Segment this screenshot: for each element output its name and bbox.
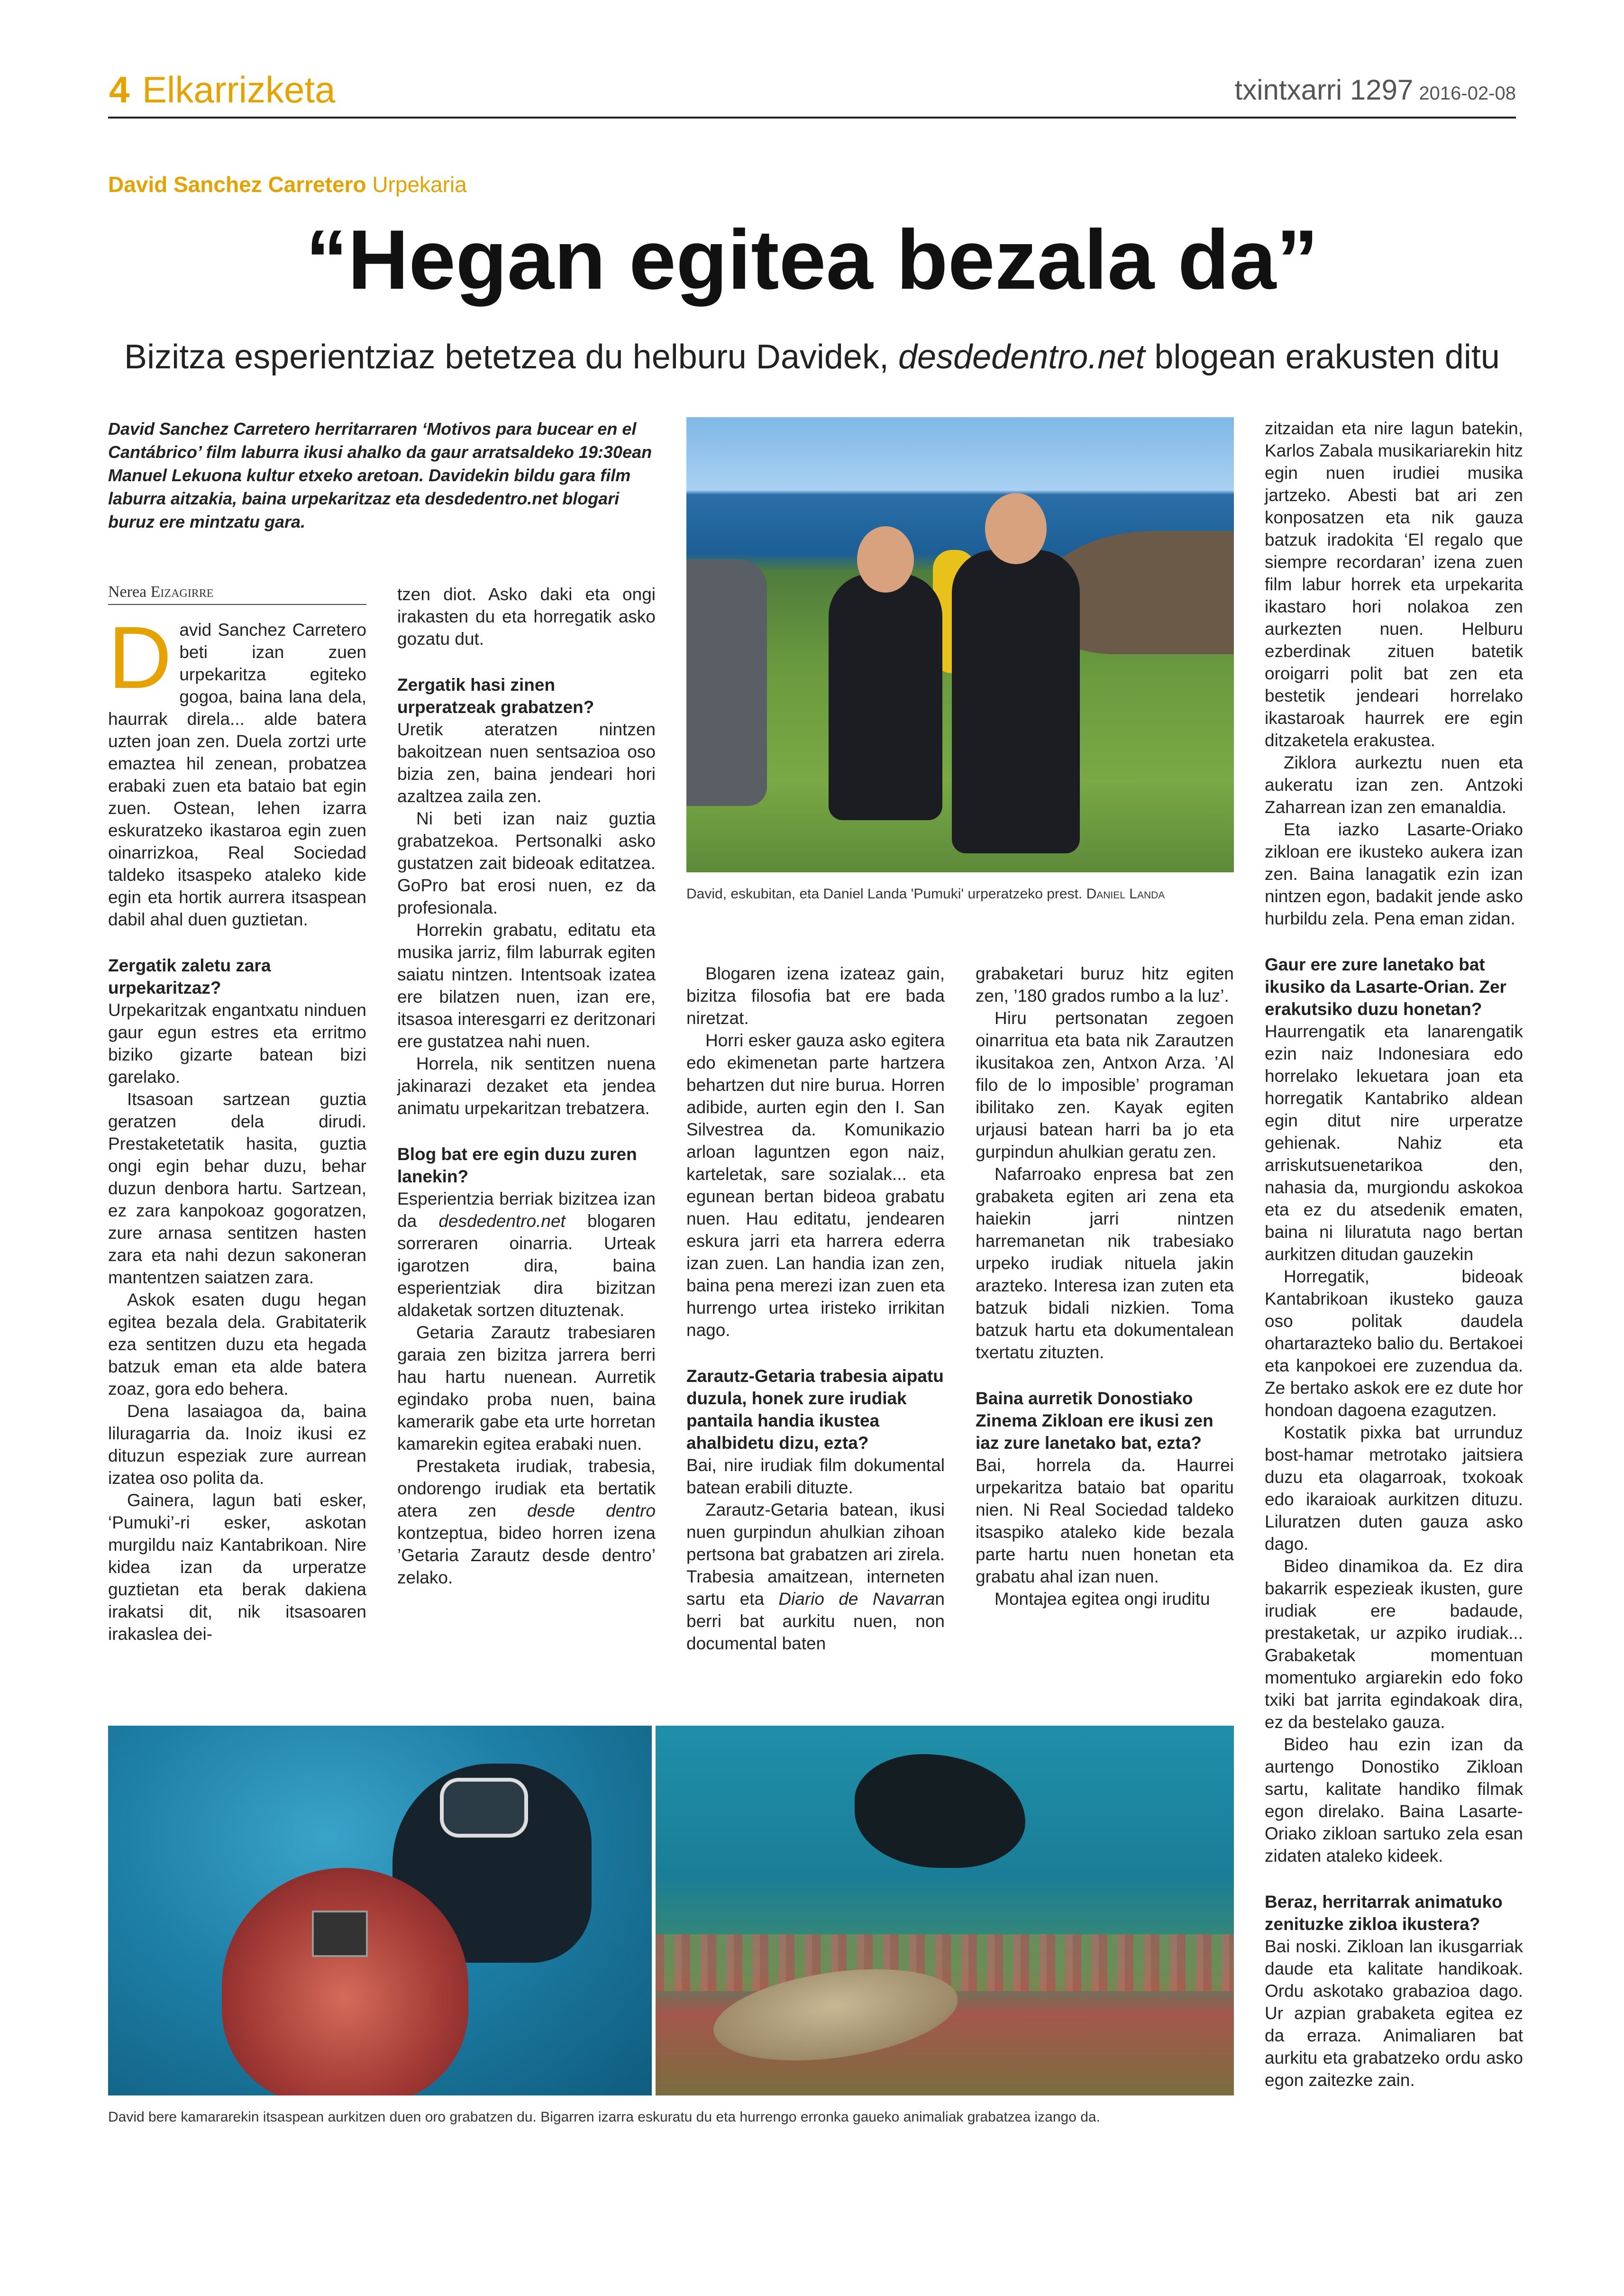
paragraph-part: n berri bat aurkitu nuen, non documental baten [686,1589,945,1653]
paragraph-italic: Diario de Navarra [778,1589,935,1609]
subheadline [108,337,1516,377]
paragraph-italic: desde dentro [527,1501,656,1520]
publication-date: 2016-02-08 [1419,83,1516,104]
headline: “Hegan egitea bezala da” [305,212,1319,307]
paragraph: Askok esaten dugu hegan egitea bezala dela. Grabitaterik eza sentitzen duzu eta hegada batzuk eman eta alde batera zoaz, gora edo behera. [108,1290,366,1399]
photo-diver-left [829,574,942,820]
header-rule [108,117,1516,119]
paragraph: tzen diot. Asko daki eta ongi irakasten du eta horregatik asko gozatu dut. [397,585,656,649]
question: Baina aurretik Donostiako Zinema Zikloan ere ikusi zen iaz zure lanetako bat, ezta? [976,1389,1213,1453]
photo-diver-left-head [857,526,914,593]
column-1 [108,609,366,1645]
paragraph: Eta iazko Lasarte-Oriako zikloan ere ikusteko aukera izan zen. Baina lanagatik ezin izan nintzen egon, badakit jende asko hurbildu zela. Pena eman zidan. [1265,820,1523,928]
paragraph: Nafarroako enpresa bat zen grabaketa egiten ari zena eta haiekin jarri nintzen harremanetan nik trabesiako urpeko irudiak nituela jakin arazteko. Interesa izan zuten eta batzuk bidali nizkien. Toma batzuk hartu eta dokumentalean txertatu zituzten. [976,1164,1234,1362]
paragraph: Ni beti izan naiz guztia grabatzekoa. Pertsonalki asko gustatzen zait bideoak editatzea. GoPro bat erosi nuen, ez da profesionala. [397,809,656,917]
publication-info [1235,76,1516,104]
paragraph-part: kontzeptua, bideo horren izena ’Getaria Zarautz desde dentro’ zelako. [397,1523,656,1587]
question: Zergatik zaletu zara urpekaritzaz? [108,956,271,997]
column-3 [686,962,945,1655]
caption-text: David, eskubitan, eta Daniel Landa 'Pumuki' urperatzeko prest. [686,886,1086,902]
subheadline-after: blogean erakusten ditu [1145,338,1500,376]
column-2 [397,583,656,1589]
paragraph: Dena lasaiagoa da, baina liluragarria da. Inoiz ikusi ez dituzun espeziak zure aurrean izatea oso polita da. [108,1401,366,1488]
photo-diving-mask [440,1778,528,1838]
publication-name: txintxarri 1297 [1234,74,1414,106]
question: Zergatik hasi zinen urperatzeak grabatzen? [397,675,594,717]
answer-part: blogaren sorreraren oinarria. Urteak igarotzen dira, baina esperientziak dira bizitzan aldaketak sortzen dituztenak. [397,1211,656,1320]
paragraph: Horrekin grabatu, editatu eta musika jarriz, film laburrak egiten saiatu nintzen. Intentsoak izatea ere bilatzen nuen, izan ere, itsasoa interesgarri ez deritzonari ere gustatzea nahi nuen. [397,920,656,1051]
intro-paragraph: David Sanchez Carretero herritarraren ‘Motivos para bucear en el Cantábrico’ film laburra ikusi ahalko da gaur arratsaldeko 19:30ean Manuel Lekuona kultur etxeko aretoan. Davidekin bildu gara film laburra aitzakia, baina urpekaritzaz eta desdedentro.net blogari buruz ere mintzatu gara. [108,419,652,531]
paragraph: Horri esker gauza asko egitera edo ekimenetan parte hartzera behartzen dut nire burua. Horren adibide, aurten egin den I. San Silvestrea da. Komunikazio arloan laguntzen egon naiz, karteletak, sare sozialak... eta egunean bertan bideoa grabatu nuen. Hau editatu, jendearen eskura jarri eta harrera ederra izan zuen. Lan handia izan zen, baina pena merezi izan zuen eta hurrengo urtea iristeko irrikitan nago. [686,1031,945,1340]
answer: Bai, horrela da. Haurrei urpekaritza bataio bat oparitu nien. Ni Real Sociedad taldeko itsaspiko ataleko kide bezala parte hartu nuen honetan eta grabatu ahal izan nuen. [976,1455,1234,1586]
page-number: 4 [109,69,130,110]
paragraph: zitzaidan eta nire lagun batekin, Karlos Zabala musikariarekin hitz egin nuen irudiei musika jartzeko. Abesti bat ari zen konposatzen eta nik gauza batzuk iradokita ‘El regalo que siempre recordaran’ izena zuen film labur horrek eta urpekarita ikastaro hori nolakoa zen aurkezten nuen. Helburu ezberdinak zituen batetik oroigarri polit bat zen eta bestetik jendeari horrelako ikastaroak haurrek ere egin ditzaketela erakustea. [1265,419,1523,750]
paragraph: Blogaren izena izateaz gain, bizitza filosofia bat ere bada niretzat. [686,964,945,1028]
photo-diver [855,1754,1025,1868]
column-5 [1265,417,1523,2091]
paragraph: Bideo dinamikoa da. Ez dira bakarrik espezieak ikusten, gure irudiak ere badaude, prestaketak, ur azpiko irudiak... Grabaketak momentuan momentuko argiarekin edo foko txiki bat jarrita egindakoak dira, ez da bestelako gauza. [1265,1556,1523,1732]
photo-diver-right [952,550,1080,853]
kicker-name: David Sanchez Carretero [108,172,366,197]
paragraph-part: Prestaketa irudiak, trabesia, ondorengo irudiak eta bertatik atera zen [397,1456,656,1520]
photo-divers-shore [686,417,1234,872]
paragraph: Itsasoan sartzean guztia geratzen dela dirudi. Prestaketetatik hasita, guztia ongi egin behar duzu, behar duzun denbora hartu. Sartzean, ez zara kanpokoaz gogoratzen, zure arnasa sentitzen hasten zara eta nahi dezun sakoneran mantentzen saiatzen zara. [108,1089,366,1287]
photo-diver-octopus [108,1726,652,2095]
photo-diver-right-head [985,493,1047,564]
question: Blog bat ere egin duzu zuren lanekin? [397,1144,637,1186]
question: Gaur ere zure lanetako bat ikusiko da Lasarte-Orian. Zer erakutsiko duzu honetan? [1265,955,1506,1019]
paragraph: Kostatik pixka bat urrunduz bost-hamar metrotako jaitsiera duzu eta olagarroak, txokoak edo ikaraioak aurkitzen dituzu. Liluratzen duten gauza asko dago. [1265,1423,1523,1554]
answer-italic: desdedentro.net [438,1211,566,1231]
answer-part: Esperientzia berriak bizitzea izan da [397,1189,656,1231]
answer: Bai, nire irudiak film dokumental batean erabili dituzte. [686,1455,945,1497]
paragraph-part: Zarautz-Getaria batean, ikusi nuen gurpindun ahulkian zihoan pertsona bat grabatzen ari zirela. Trabesia amaitzean, interneten sartu eta [686,1500,945,1609]
subheadline-italic: desdedentro.net [898,338,1145,376]
paragraph: Hiru pertsonatan zegoen oinarritua eta bata nik Zarautzen ikusitakoa zen, Antxon Arza. ’Al filo de lo imposible’ programan ibilitako zen. Kayak egiten urjausi batean harri ba jo eta gurpindun ahulkian geratu zen. [976,1008,1234,1162]
subheadline-before: Bizitza esperientziaz betetzea du helburu Davidek, [124,338,898,376]
answer: Bai noski. Zikloan lan ikusgarriak daude eta kalitate handikoak. Ordu askotako grabazioa dago. Ur azpian grabaketa egitea ez da erraza. Animaliaren bat aurkitu eta grabatzeko ordu asko egon zaitezke zain. [1265,1937,1523,2090]
photo-diver-stingray [656,1726,1234,2095]
paragraph: grabaketari buruz hitz egiten zen, ’180 grados rumbo a la luz’. [976,964,1234,1006]
byline-last: Eizagirre [150,583,214,601]
kicker [108,174,467,195]
paragraph: Montajea egitea ongi iruditu [994,1589,1210,1609]
photo-octopus [222,1868,468,2095]
paragraph: Getaria Zarautz trabesiaren garaia zen bizitza jarrera berri hau hartu nuenean. Aurretik egindako proba nuen, baina kamerarik gabe eta urte horretan kamarekin egitea erabaki nuen. [397,1323,656,1454]
answer: Uretik ateratzen nintzen bakoitzean nuen sentsazioa oso bizia zen, baina jendeari hori azaltzea zaila zen. [397,720,656,806]
question: Beraz, herritarrak animatuko zenituzke zikloa ikustera? [1265,1892,1503,1934]
answer [397,1188,656,1321]
paragraph: Gainera, lagun bati esker, ‘Pumuki’-ri esker, askotan murgildu naiz Kantabrikoan. Nire kidea izan da urperatze guztietan eta berak dakiena irakatsi dit, nik itsasoaren irakaslea dei- [108,1491,366,1644]
question: Zarautz-Getaria trabesia aipatu duzula, honek zure irudiak pantaila handia ikustea ahalbidetu dizu, ezta? [686,1366,944,1453]
paragraph [686,1499,945,1655]
photo-credit: Daniel Landa [1086,886,1165,902]
photo-caption [686,886,1234,903]
paragraph: Bideo hau ezin izan da aurtengo Donostiko Zikloan sartu, kalitate handiko filmak egon direlako. Baina Lasarte-Oriako zikloan sartuko zela esan zidaten ataleko kideek. [1265,1735,1523,1866]
paragraph: Horrela, nik sentitzen nuena jakinarazi dezaket eta jendea animatu urpekaritzan trebatzera. [397,1054,656,1118]
answer: Urpekaritzak engantxatu ninduen gaur egun estres eta erritmo biziko gizarte batean bizi garelako. [108,1000,366,1087]
col1-p1: avid Sanchez Carretero beti izan zuen urpekaritza egiteko gogoa, baina lana dela, haurrak direla... alde batera uzten joan zen. Duela zortzi urte emaztea hil zenean, probatzea erabaki zuen eta bataio bat egin zuen. Ostean, lehen izarra eskuratzeko ikastaroa egin zuen oinarrizkoa, Real Sociedad taldeko itsaspeko ataleko kide egin eta hortik aurrera itsaspean dabil ahal duen guztietan. [108,620,366,929]
section-name: Elkarrizketa [142,69,336,110]
column-4 [976,962,1234,1610]
answer: Haurrengatik eta lanarengatik ezin naiz Indonesiara edo horrelako lekuetara joan eta horregatik Kantabriko aldean egin ditut nire urperatze gehienak. Nahiz eta arriskutsuenetarikoa den, nahasia da, murgiondu askokoa eta ez du atsedenik ematen, baina ni liluratuta nago bertan aurkitzen ditudan gauzekin [1265,1022,1523,1264]
paragraph: Ziklora aurkeztu nuen eta aukeratu izan zen. Antzoki Zaharrean izan zen emanaldia. [1265,753,1523,817]
paragraph [397,1455,656,1589]
paragraph: Horregatik, bideoak Kantabrikoan ikusteko gauza oso politak daudela ohartarazteko balio du. Bertakoei eta kanpokoei ere zuzendua da. Ze bertako askok ere ez dute hor hondoan dagoena ezagutzen. [1265,1267,1523,1420]
photo-camera [312,1911,368,1957]
drop-cap: D [108,609,172,707]
bottom-photo-caption: David bere kamararekin itsaspean aurkitzen duen oro grabatzen du. Bigarren izarra eskuratu du eta hurrengo erronka gaueko animaliak grabatzea izango da. [108,2109,1100,2125]
kicker-role: Urpekaria [372,172,467,197]
photo-car [686,559,767,806]
byline-first: Nerea [108,583,147,601]
byline [108,583,366,605]
